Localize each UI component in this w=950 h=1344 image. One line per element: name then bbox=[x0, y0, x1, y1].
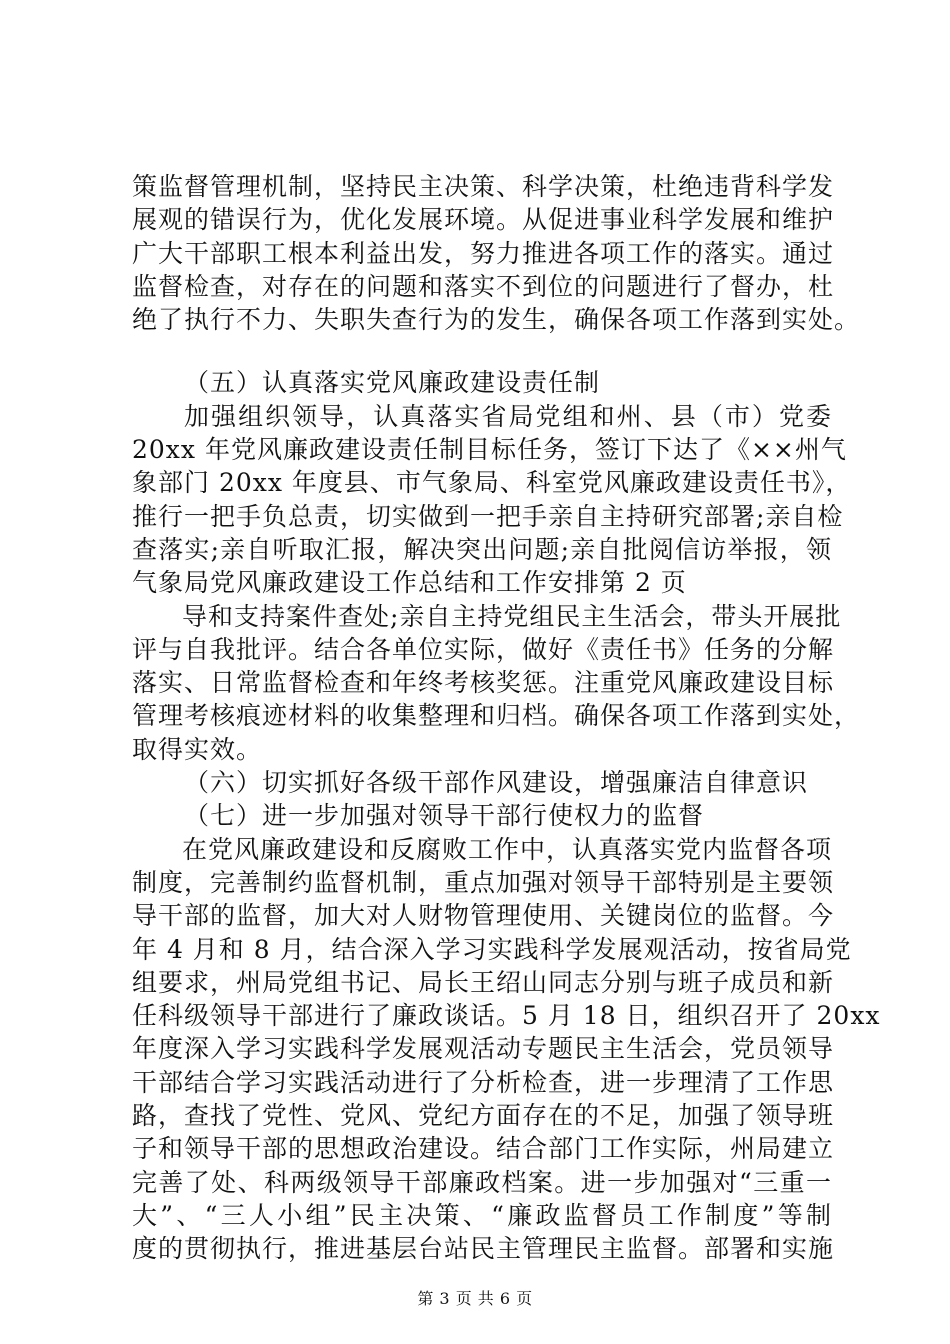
text-line: 度的贯彻执行，推进基层台站民主管理民主监督。部署和实施 bbox=[132, 1234, 835, 1264]
section-heading-5: （五）认真落实党风廉政建设责任制 bbox=[184, 368, 601, 398]
text-line: 20xx 年党风廉政建设责任制目标任务，签订下达了《××州气 bbox=[132, 435, 847, 465]
text-line: 年度深入学习实践科学发展观活动专题民主生活会，党员领导 bbox=[132, 1034, 835, 1064]
text-line: 任科级领导干部进行了廉政谈话。5 月 18 日，组织召开了 20xx bbox=[132, 1001, 881, 1031]
text-line: 加强组织领导，认真落实省局党组和州、县（市）党委 bbox=[184, 401, 832, 431]
text-line: 完善了处、科两级领导干部廉政档案。进一步加强对“三重一 bbox=[132, 1167, 832, 1197]
text-line: 导和支持案件查处;亲自主持党组民主生活会，带头开展批 bbox=[182, 601, 842, 631]
text-line: 路，查找了党性、党风、党纪方面存在的不足，加强了领导班 bbox=[132, 1101, 835, 1131]
text-line: 导干部的监督，加大对人财物管理使用、关键岗位的监督。今 bbox=[132, 901, 835, 931]
text-line: 绝了执行不力、失职失查行为的发生，确保各项工作落到实处。 bbox=[132, 305, 861, 335]
section-heading-6: （六）切实抓好各级干部作风建设，增强廉洁自律意识 bbox=[184, 768, 809, 798]
paragraph-block-1 bbox=[132, 170, 861, 336]
text-line: 年 4 月和 8 月，结合深入学习实践科学发展观活动，按省局党 bbox=[132, 934, 852, 964]
text-line: 制度，完善制约监督机制，重点加强对领导干部特别是主要领 bbox=[132, 867, 835, 897]
text-line: 取得实效。 bbox=[132, 734, 263, 764]
text-line: 监督检查，对存在的问题和落实不到位的问题进行了督办，杜 bbox=[132, 271, 835, 301]
text-line: 展观的错误行为，优化发展环境。从促进事业科学发展和维护 bbox=[132, 205, 835, 235]
text-line: 管理考核痕迹材料的收集整理和归档。确保各项工作落到实处， bbox=[132, 701, 861, 731]
text-line: 干部结合学习实践活动进行了分析检查，进一步理清了工作思 bbox=[132, 1067, 835, 1097]
text-line: 广大干部职工根本利益出发，努力推进各项工作的落实。通过 bbox=[132, 238, 835, 268]
text-line: 组要求，州局党组书记、局长王绍山同志分别与班子成员和新 bbox=[132, 967, 835, 997]
text-line: 象部门 20xx 年度县、市气象局、科室党风廉政建设责任书》， bbox=[132, 468, 852, 498]
text-line: 查落实;亲自听取汇报，解决突出问题;亲自批阅信访举报，领 bbox=[132, 534, 832, 564]
page-number-footer: 第 3 页 共 6 页 bbox=[417, 1289, 533, 1308]
text-line: 在党风廉政建设和反腐败工作中，认真落实党内监督各项 bbox=[182, 834, 833, 864]
paragraph-block-2 bbox=[132, 366, 881, 1265]
text-line: 策监督管理机制，坚持民主决策、科学决策，杜绝违背科学发 bbox=[132, 172, 835, 201]
text-line: 评与自我批评。结合各单位实际，做好《责任书》任务的分解 bbox=[132, 634, 835, 664]
text-line: 大”、“三人小组”民主决策、“廉政监督员工作制度”等制 bbox=[132, 1200, 832, 1230]
text-line: 落实、日常监督检查和年终考核奖惩。注重党风廉政建设目标 bbox=[132, 668, 835, 698]
page-break-caption: 气象局党风廉政建设工作总结和工作安排第 2 页 bbox=[132, 568, 687, 598]
document-body bbox=[132, 170, 881, 1266]
text-line: 子和领导干部的思想政治建设。结合部门工作实际，州局建立 bbox=[132, 1134, 835, 1164]
section-heading-7: （七）进一步加强对领导干部行使权力的监督 bbox=[184, 801, 705, 831]
text-line: 推行一把手负总责，切实做到一把手亲自主持研究部署;亲自检 bbox=[132, 501, 844, 531]
paragraph-gap bbox=[132, 336, 832, 366]
